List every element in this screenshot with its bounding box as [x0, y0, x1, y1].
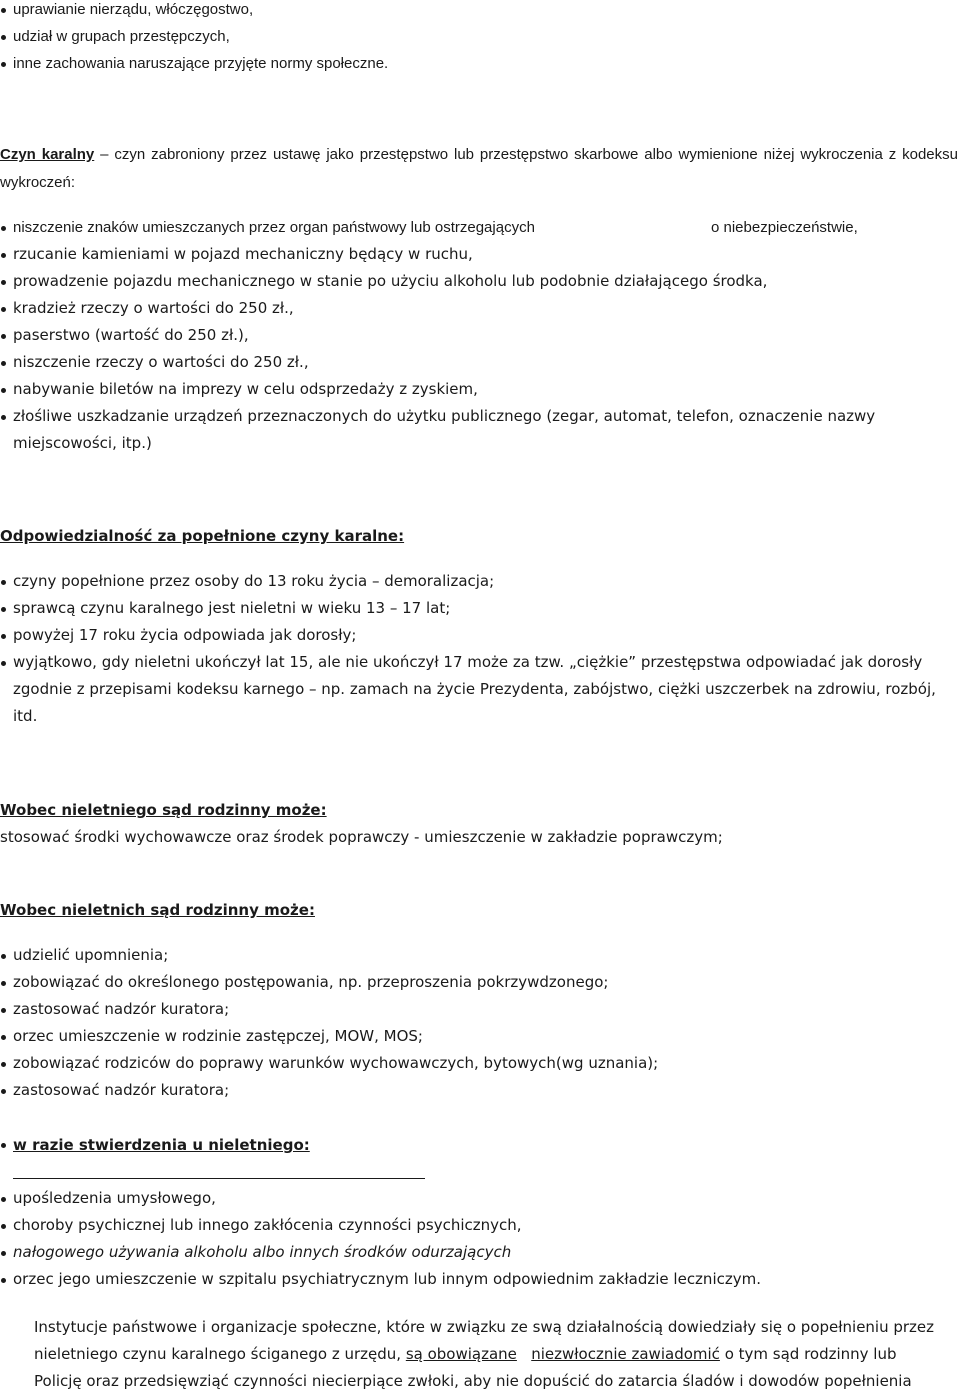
list-item: nabywanie biletów na imprezy w celu odsprzedaży z zyskiem, — [0, 376, 960, 403]
list-item: zobowiązać rodziców do poprawy warunków wychowawczych, bytowych(wg uznania); — [0, 1050, 960, 1077]
section-heading: Wobec nieletnich sąd rodzinny może: — [0, 901, 315, 919]
list-item-text: o niebezpieczeństwie, — [711, 219, 858, 236]
list-item — [0, 1132, 960, 1158]
section-heading: Wobec nieletniego sąd rodzinny może: — [0, 801, 327, 819]
list-item: upośledzenia umysłowego, — [0, 1185, 960, 1212]
underlined-phrase: są obowiązane — [405, 1345, 517, 1363]
czyn-karalny-definition — [0, 141, 960, 197]
list-item: udzielić upomnienia; — [0, 942, 960, 969]
list-item: złośliwe uszkadzanie urządzeń przeznaczonych do użytku publicznego (zegar, automat, telefon, oznaczenie nazwy miejscowości, itp.) — [0, 403, 960, 457]
paragraph-line: Policję oraz przedsięwziąć czynności niecierpiące zwłoki, aby nie dopuścić do zatarcia śladów i dowodów popełnienia — [34, 1372, 912, 1390]
list-item: powyżej 17 roku życia odpowiada jak dorosły; — [0, 622, 960, 649]
list-item: uprawianie nierządu, włóczęgostwo, — [0, 0, 960, 23]
list-item: paserstwo (wartość do 250 zł.), — [0, 322, 960, 349]
divider — [13, 1178, 425, 1179]
czyn-karalny-term: Czyn karalny — [0, 146, 95, 163]
list-item: sprawcą czynu karalnego jest nieletni w wieku 13 – 17 lat; — [0, 595, 960, 622]
list-item: orzec umieszczenie w rodzinie zastępczej, MOW, MOS; — [0, 1023, 960, 1050]
top-list — [0, 0, 960, 77]
czyn-karalny-text: – czyn zabroniony przez ustawę jako przestępstwo lub przestępstwo skarbowe albo wymienione niżej wykroczenia z kodeksu wykroczeń: — [0, 146, 958, 191]
instytucje-paragraph — [34, 1313, 960, 1395]
list-item — [0, 214, 960, 241]
list-item: wyjątkowo, gdy nieletni ukończył lat 15, ale nie ukończył 17 może za tzw. „ciężkie” przestępstwa odpowiadać jak dorosły zgodnie z przepisami kodeksu karnego – np. zamach na życie Prezydenta, zabójstwo, ciężki uszczerbek na zdrowiu, rozbój, itd. — [0, 649, 960, 730]
section-text: stosować środki wychowawcze oraz środek poprawczy - umieszczenie w zakładzie poprawczym; — [0, 828, 723, 846]
list-item-text: niszczenie znaków umieszczanych przez organ państwowy lub ostrzegających — [13, 219, 535, 236]
list-item: orzec jego umieszczenie w szpitalu psychiatrycznym lub innym odpowiednim zakładzie leczniczym. — [0, 1266, 960, 1293]
odpowiedzialnosc-list — [0, 568, 960, 730]
list-item: inne zachowania naruszające przyjęte normy społeczne. — [0, 50, 960, 77]
list-item: czyny popełnione przez osoby do 13 roku życia – demoralizacja; — [0, 568, 960, 595]
paragraph-line: Instytucje państwowe i organizacje społeczne, które w związku ze swą działalnością dowiedziały się o popełnieniu przez — [34, 1318, 935, 1336]
underlined-phrase: niezwłocznie zawiadomić — [531, 1345, 720, 1363]
list-item: kradzież rzeczy o wartości do 250 zł., — [0, 295, 960, 322]
list-item: udział w grupach przestępczych, — [0, 23, 960, 50]
subheading-list — [0, 1132, 960, 1158]
list-item: niszczenie rzeczy o wartości do 250 zł., — [0, 349, 960, 376]
list-item: choroby psychicznej lub innego zakłócenia czynności psychicznych, — [0, 1212, 960, 1239]
list-item: nałogowego używania alkoholu albo innych środków odurzających — [0, 1239, 960, 1266]
wobec-nieletnich-list — [0, 942, 960, 1104]
list-item: zobowiązać do określonego postępowania, np. przeproszenia pokrzywdzonego; — [0, 969, 960, 996]
list-item: zastosować nadzór kuratora; — [0, 1077, 960, 1104]
sub-items-list — [0, 1185, 960, 1293]
list-item: prowadzenie pojazdu mechanicznego w stanie po użyciu alkoholu lub podobnie działającego środka, — [0, 268, 960, 295]
subheading: w razie stwierdzenia u nieletniego: — [13, 1136, 310, 1154]
list-item: zastosować nadzór kuratora; — [0, 996, 960, 1023]
paragraph-line: nieletniego czynu karalnego ściganego z urzędu, są obowiązane niezwłocznie zawiadomić o tym sąd rodzinny lub — [34, 1345, 897, 1363]
list-item: rzucanie kamieniami w pojazd mechaniczny będący w ruchu, — [0, 241, 960, 268]
wykroczenia-list — [0, 214, 960, 457]
section-heading: Odpowiedzialność za popełnione czyny karalne: — [0, 527, 405, 545]
